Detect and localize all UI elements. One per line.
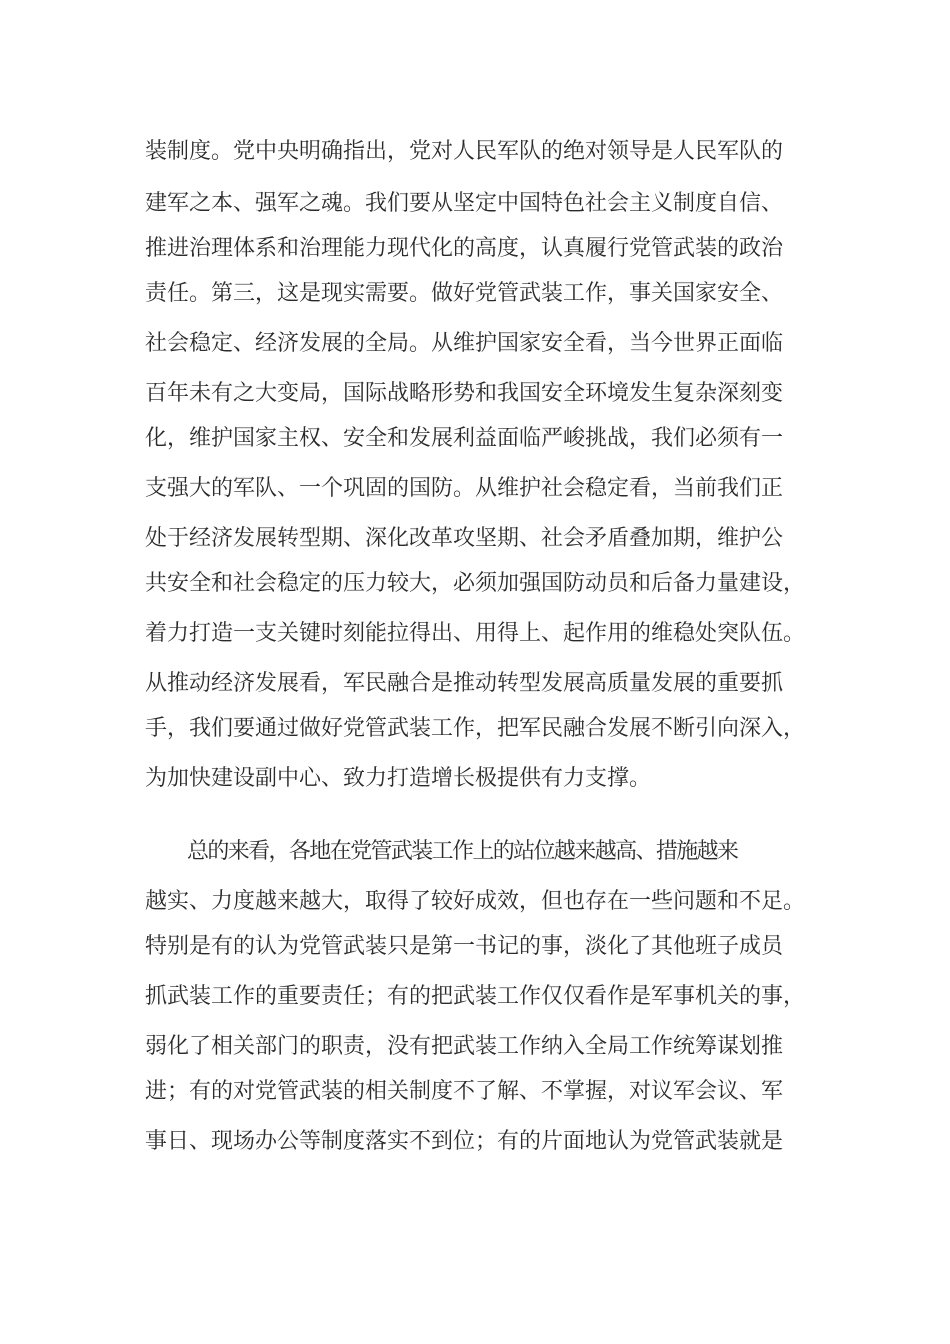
text-line: 责任。第三，这是现实需要。做好党管武装工作，事关国家安全、 (145, 281, 784, 306)
text-line: 从推动经济发展看，军民融合是推动转型发展高质量发展的重要抓 (145, 671, 784, 696)
text-line: 推进治理体系和治理能力现代化的高度，认真履行党管武装的政治 (145, 236, 784, 261)
text-line: 百年未有之大变局，国际战略形势和我国安全环境发生复杂深刻变 (145, 381, 784, 406)
text-line: 事日、现场办公等制度落实不到位；有的片面地认为党管武装就是 (145, 1129, 784, 1154)
text-line: 特别是有的认为党管武装只是第一书记的事，淡化了其他班子成员 (145, 934, 784, 959)
text-line: 越实、力度越来越大，取得了较好成效，但也存在一些问题和不足。 (145, 889, 806, 914)
text-line: 处于经济发展转型期、深化改革攻坚期、社会矛盾叠加期，维护公 (145, 526, 784, 551)
text-line: 化，维护国家主权、安全和发展利益面临严峻挑战，我们必须有一 (145, 426, 784, 451)
text-line: 共安全和社会稳定的压力较大，必须加强国防动员和后备力量建设， (145, 571, 806, 596)
text-line: 抓武装工作的重要责任；有的把武装工作仅仅看作是军事机关的事， (145, 984, 806, 1009)
text-line: 进；有的对党管武装的相关制度不了解、不掌握，对议军会议、军 (145, 1079, 784, 1104)
text-line: 着力打造一支关键时刻能拉得出、用得上、起作用的维稳处突队伍。 (145, 621, 806, 646)
text-line: 社会稳定、经济发展的全局。从维护国家安全看，当今世界正面临 (145, 331, 784, 356)
text-line: 为加快建设副中心、致力打造增长极提供有力支撑。 (145, 766, 652, 791)
text-line: 手，我们要通过做好党管武装工作，把军民融合发展不断引向深入， (145, 716, 806, 741)
text-line: 总的来看，各地在党管武装工作上的站位越来越高、措施越来 (187, 839, 738, 864)
text-line: 建军之本、强军之魂。我们要从坚定中国特色社会主义制度自信、 (145, 191, 784, 216)
text-line: 弱化了相关部门的职责，没有把武装工作纳入全局工作统筹谋划推 (145, 1034, 784, 1059)
text-line: 装制度。党中央明确指出，党对人民军队的绝对领导是人民军队的 (145, 139, 784, 164)
text-line: 支强大的军队、一个巩固的国防。从维护社会稳定看，当前我们正 (145, 476, 784, 501)
